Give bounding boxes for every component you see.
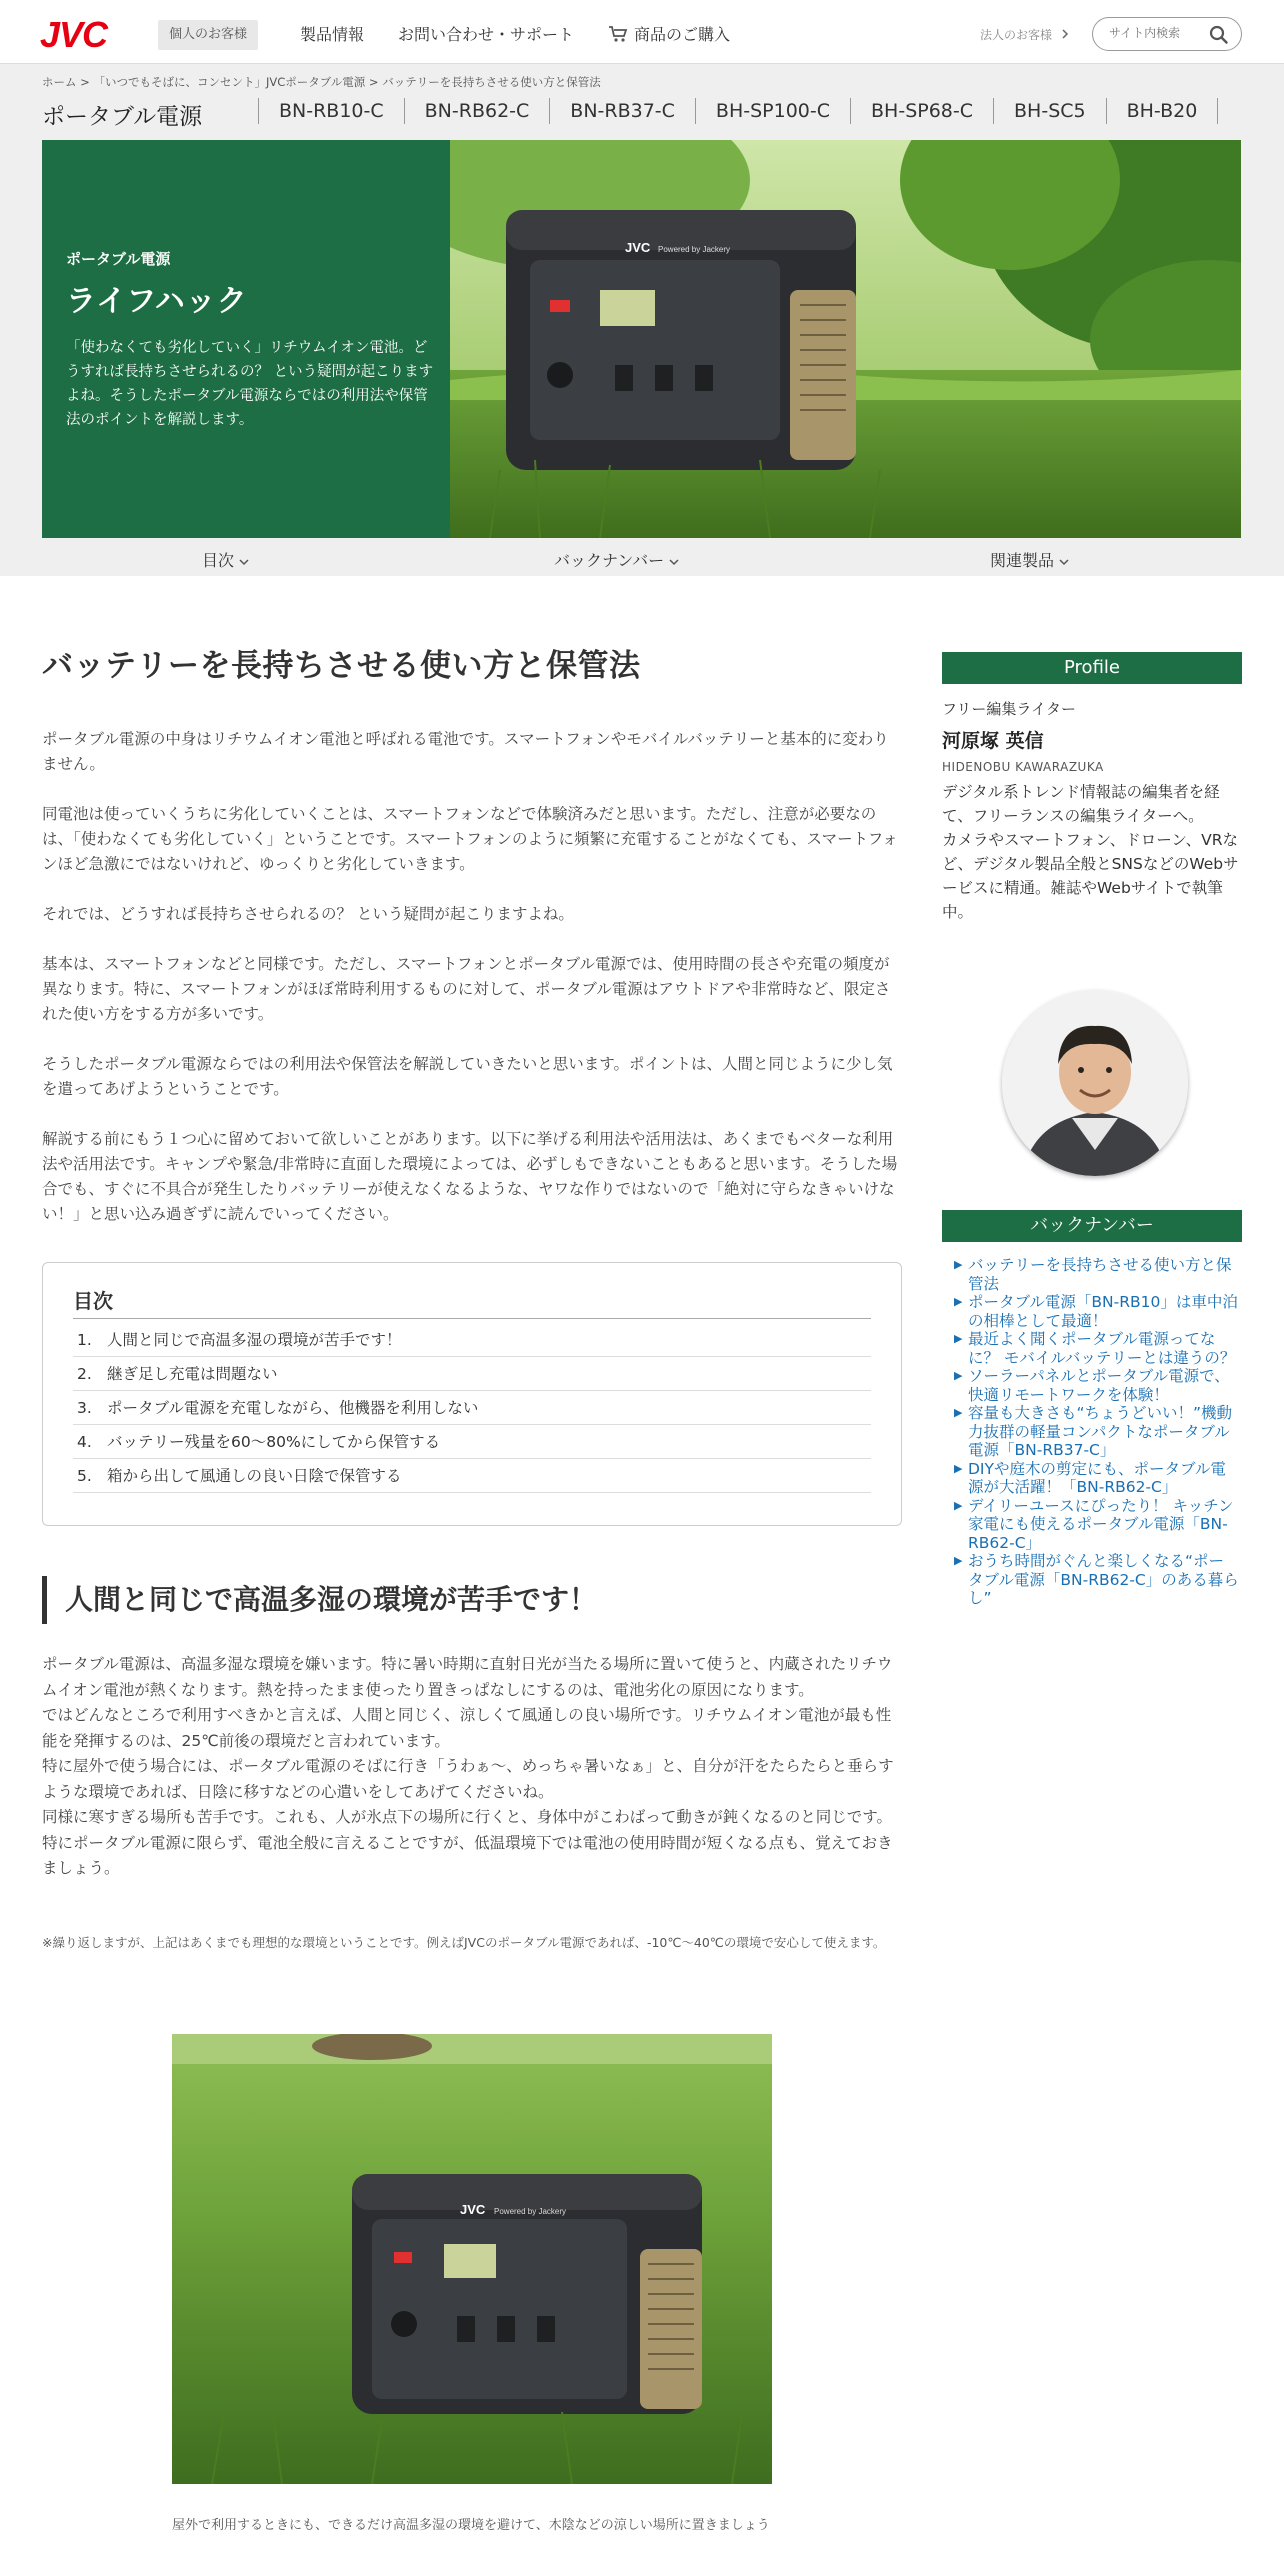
- device-powered-text: Powered by Jackery: [658, 245, 731, 254]
- subnav-related[interactable]: [990, 548, 1069, 571]
- chevron-down-icon: [239, 551, 249, 570]
- toc-item-number: 5.: [77, 1467, 92, 1485]
- backnumber-link[interactable]: ▶ DIYや庭木の剪定にも、ポータブル電源が大活躍！「BN-RB62-C」: [954, 1460, 1239, 1497]
- backnumber-link[interactable]: ▶ 容量も大きさも“ちょうどいい！”機動力抜群の軽量コンパクトなポータブル電源「BN-RB37-C」: [954, 1404, 1239, 1460]
- toc-item-label: 人間と同じで高温多湿の環境が苦手です！: [107, 1331, 402, 1349]
- toc-item-number: 4.: [77, 1433, 92, 1451]
- device-powered-text: Powered by Jackery: [494, 2207, 567, 2216]
- profile-bio-paragraph: デジタル系トレンド情報誌の編集者を経て、フリーランスの編集ライターへ。: [942, 783, 1220, 825]
- profile-role: フリー編集ライター: [942, 700, 1076, 718]
- model-link[interactable]: BN-RB62-C: [404, 98, 550, 124]
- breadcrumb[interactable]: ホーム > 「いつでもそばに、コンセント」JVCポータブル電源 > バッテリーを長持ちさせる使い方と保管法: [42, 75, 601, 89]
- model-link[interactable]: BH-SC5: [993, 98, 1106, 124]
- subnav-backnumber[interactable]: [554, 548, 679, 571]
- toc-item-label: ポータブル電源を充電しながら、他機器を利用しない: [107, 1399, 479, 1417]
- device-brand-text: JVC: [625, 240, 651, 255]
- article-intro: [42, 640, 902, 1252]
- toc-item[interactable]: [73, 1459, 871, 1493]
- article-paragraph: ポータブル電源の中身はリチウムイオン電池と呼ばれる電池です。スマートフォンやモバイルバッテリーと基本的に変わりません。: [42, 730, 889, 773]
- toc-item-number: 1.: [77, 1331, 92, 1349]
- article-paragraph: それでは、どうすれば長持ちさせられるの？ という疑問が起こりますよね。: [42, 905, 574, 923]
- article-paragraph: 基本は、スマートフォンなどと同様です。ただし、スマートフォンとポータブル電源では、使用時間の長さや充電の頻度が異なります。特に、スマートフォンがほぼ常時利用するものに対して、ポータブル電源はアウトドアや非常時など、限定された使い方をする方が多いです。: [42, 955, 891, 1023]
- search-box: [1092, 17, 1242, 51]
- model-link[interactable]: BH-B20: [1106, 98, 1219, 124]
- backnumber-link[interactable]: ▶ ポータブル電源「BN-RB10」は車中泊の相棒として最適！: [954, 1293, 1239, 1330]
- section-paragraph: 特に屋外で使う場合には、ポータブル電源のそばに行き「うわぁ〜、めっちゃ暑いなぁ」と、自分が汗をたらたらと垂らすような環境であれば、日陰に移すなどの心遣いをしてあげてくださいね。: [42, 1757, 894, 1801]
- toc-list: [73, 1323, 871, 1493]
- nav-purchase[interactable]: [608, 22, 730, 47]
- model-link[interactable]: BH-SP68-C: [850, 98, 993, 124]
- site-header: [0, 0, 1284, 64]
- hero-description: 「使わなくても劣化していく」リチウムイオン電池。どうすれば長持ちさせられるの？ という疑問が起こりますよね。そうしたポータブル電源ならではの利用法や保管法のポイントを解説します。: [66, 340, 434, 428]
- toc-item[interactable]: [73, 1323, 871, 1357]
- toc-item[interactable]: [73, 1357, 871, 1391]
- article-paragraph: 同電池は使っていくうちに劣化していくことは、スマートフォンなどで体験済みだと思います。ただし、注意が必要なのは、「使わなくても劣化していく」ということです。スマートフォンのように頻繁に充電することがなくても、スマートフォンほど急激にではないけれど、ゆっくりと劣化していきます。: [42, 805, 898, 873]
- hero-title: ライフハック: [66, 284, 248, 319]
- toc-title: 目次: [73, 1289, 113, 1313]
- toc-divider: [73, 1318, 871, 1319]
- profile-bio-paragraph: カメラやスマートフォン、ドローン、VRなど、デジタル製品全般とSNSなどのWebサービスに精通。雑誌やWebサイトで執筆中。: [942, 831, 1239, 921]
- jvc-logo[interactable]: JVC: [40, 14, 108, 55]
- model-link[interactable]: BH-SP100-C: [695, 98, 850, 124]
- toc-item-number: 3.: [77, 1399, 92, 1417]
- toc-item-label: 継ぎ足し充電は問題ない: [107, 1365, 278, 1383]
- search-icon[interactable]: [1209, 25, 1229, 45]
- section-paragraph: ポータブル電源は、高温多湿な環境を嫌います。特に暑い時期に直射日光が当たる場所に置いて使うと、内蔵されたリチウムイオン電池が熱くなります。熱を持ったまま使ったり置きっぱなしにするのは、電池劣化の原因になります。: [42, 1655, 893, 1699]
- toc-item[interactable]: [73, 1425, 871, 1459]
- search-input[interactable]: [1109, 26, 1209, 40]
- backnumber-link[interactable]: ▶ 最近よく聞くポータブル電源ってなに？ モバイルバッテリーとは違うの？: [954, 1330, 1239, 1367]
- profile-name: 河原塚 英信: [942, 730, 1044, 752]
- toc-item-number: 2.: [77, 1365, 92, 1383]
- toc-item-label: 箱から出して風通しの良い日陰で保管する: [107, 1467, 402, 1485]
- nav-support[interactable]: お問い合わせ・サポート: [398, 25, 575, 44]
- hero-kicker: ポータブル電源: [66, 250, 171, 268]
- article-title: バッテリーを長持ちさせる使い方と保管法: [42, 648, 641, 684]
- cart-icon: [608, 25, 628, 47]
- model-link[interactable]: BN-RB10-C: [258, 98, 404, 124]
- nav-personal-tab[interactable]: 個人のお客様: [158, 20, 258, 50]
- model-nav: [258, 98, 1218, 124]
- backnumber-link[interactable]: ▶ ソーラーパネルとポータブル電源で、快適リモートワークを体験！: [954, 1367, 1239, 1404]
- product-category-title[interactable]: ポータブル電源: [42, 104, 203, 130]
- nav-corporate-label: 法人のお客様: [980, 28, 1053, 42]
- subnav-related-label: 関連製品: [990, 551, 1055, 570]
- subnav-backnumber-label: バックナンバー: [554, 551, 665, 570]
- hero-image: [450, 140, 1241, 538]
- backnumber-link[interactable]: ▶ おうち時間がぐんと楽しくなる“ポータブル電源「BN-RB62-C」のある暮らし”: [954, 1552, 1239, 1608]
- subnav-toc[interactable]: [202, 548, 249, 571]
- author-avatar: [1002, 990, 1188, 1176]
- section-heading: 人間と同じで高温多湿の環境が苦手です！: [42, 1576, 902, 1624]
- photo-caption: 屋外で利用するときにも、できるだけ高温多湿の環境を避けて、木陰などの涼しい場所に置きましょう: [172, 2518, 770, 2533]
- backnumber-list: [954, 1256, 1239, 1608]
- section-note: ※繰り返しますが、上記はあくまでも理想的な環境ということです。例えばJVCのポータブル電源であれば、-10℃〜40℃の環境で安心して使えます。: [42, 1935, 886, 1950]
- nav-corporate[interactable]: [980, 26, 1069, 43]
- profile-bio: [942, 780, 1242, 924]
- section-paragraph: ではどんなところで利用すべきかと言えば、人間と同じく、涼しくて風通しの良い場所です。リチウムイオン電池が最も性能を発揮するのは、25℃前後の環境だと言われています。: [42, 1706, 892, 1750]
- profile-heading: Profile: [942, 652, 1242, 684]
- article-paragraph: 解説する前にもう１つ心に留めておいて欲しいことがあります。以下に挙げる利用法や活用法は、あくまでもベターな利用法や活用法です。キャンプや緊急/非常時に直面した環境によっては、必ずしもできないこともあると思います。そうした場合でも、すぐに不具合が発生したりバッテリーが使えなくなるような、ヤワな作りではないので「絶対に守らなきゃいけない！」と思い込み過ぎずに読んでいってください。: [42, 1130, 898, 1223]
- nav-products[interactable]: 製品情報: [300, 25, 365, 44]
- backnumber-link[interactable]: ▶ バッテリーを長持ちさせる使い方と保管法: [954, 1256, 1239, 1293]
- chevron-down-icon: [669, 551, 679, 570]
- article-paragraph: そうしたポータブル電源ならではの利用法や保管法を解説していきたいと思います。ポイントは、人間と同じように少し気を遣ってあげようということです。: [42, 1055, 893, 1098]
- backnumber-heading: バックナンバー: [942, 1210, 1242, 1242]
- chevron-right-icon: [1062, 28, 1069, 42]
- table-of-contents: [42, 1262, 902, 1526]
- section-body: [42, 1652, 902, 1882]
- subnav-toc-label: 目次: [202, 551, 235, 570]
- toc-item-label: バッテリー残量を60〜80%にしてから保管する: [107, 1433, 441, 1451]
- backnumber-link[interactable]: ▶ デイリーユースにぴったり！ キッチン家電にも使えるポータブル電源「BN-RB62-C」: [954, 1497, 1239, 1553]
- article-photo: [172, 2034, 772, 2484]
- chevron-down-icon: [1059, 551, 1069, 570]
- profile-name-roman: HIDENOBU KAWARAZUKA: [942, 760, 1104, 774]
- hero-banner: [42, 140, 1241, 538]
- toc-item[interactable]: [73, 1391, 871, 1425]
- hero-text-panel: [42, 140, 450, 538]
- model-link[interactable]: BN-RB37-C: [549, 98, 695, 124]
- section-paragraph: 同様に寒すぎる場所も苦手です。これも、人が氷点下の場所に行くと、身体中がこわばって動きが鈍くなるのと同じです。特にポータブル電源に限らず、電池全般に言えることですが、低温環境下では電池の使用時間が短くなる点も、覚えておきましょう。: [42, 1808, 893, 1877]
- nav-purchase-label: 商品のご購入: [634, 25, 731, 44]
- device-brand-text: JVC: [460, 2202, 486, 2217]
